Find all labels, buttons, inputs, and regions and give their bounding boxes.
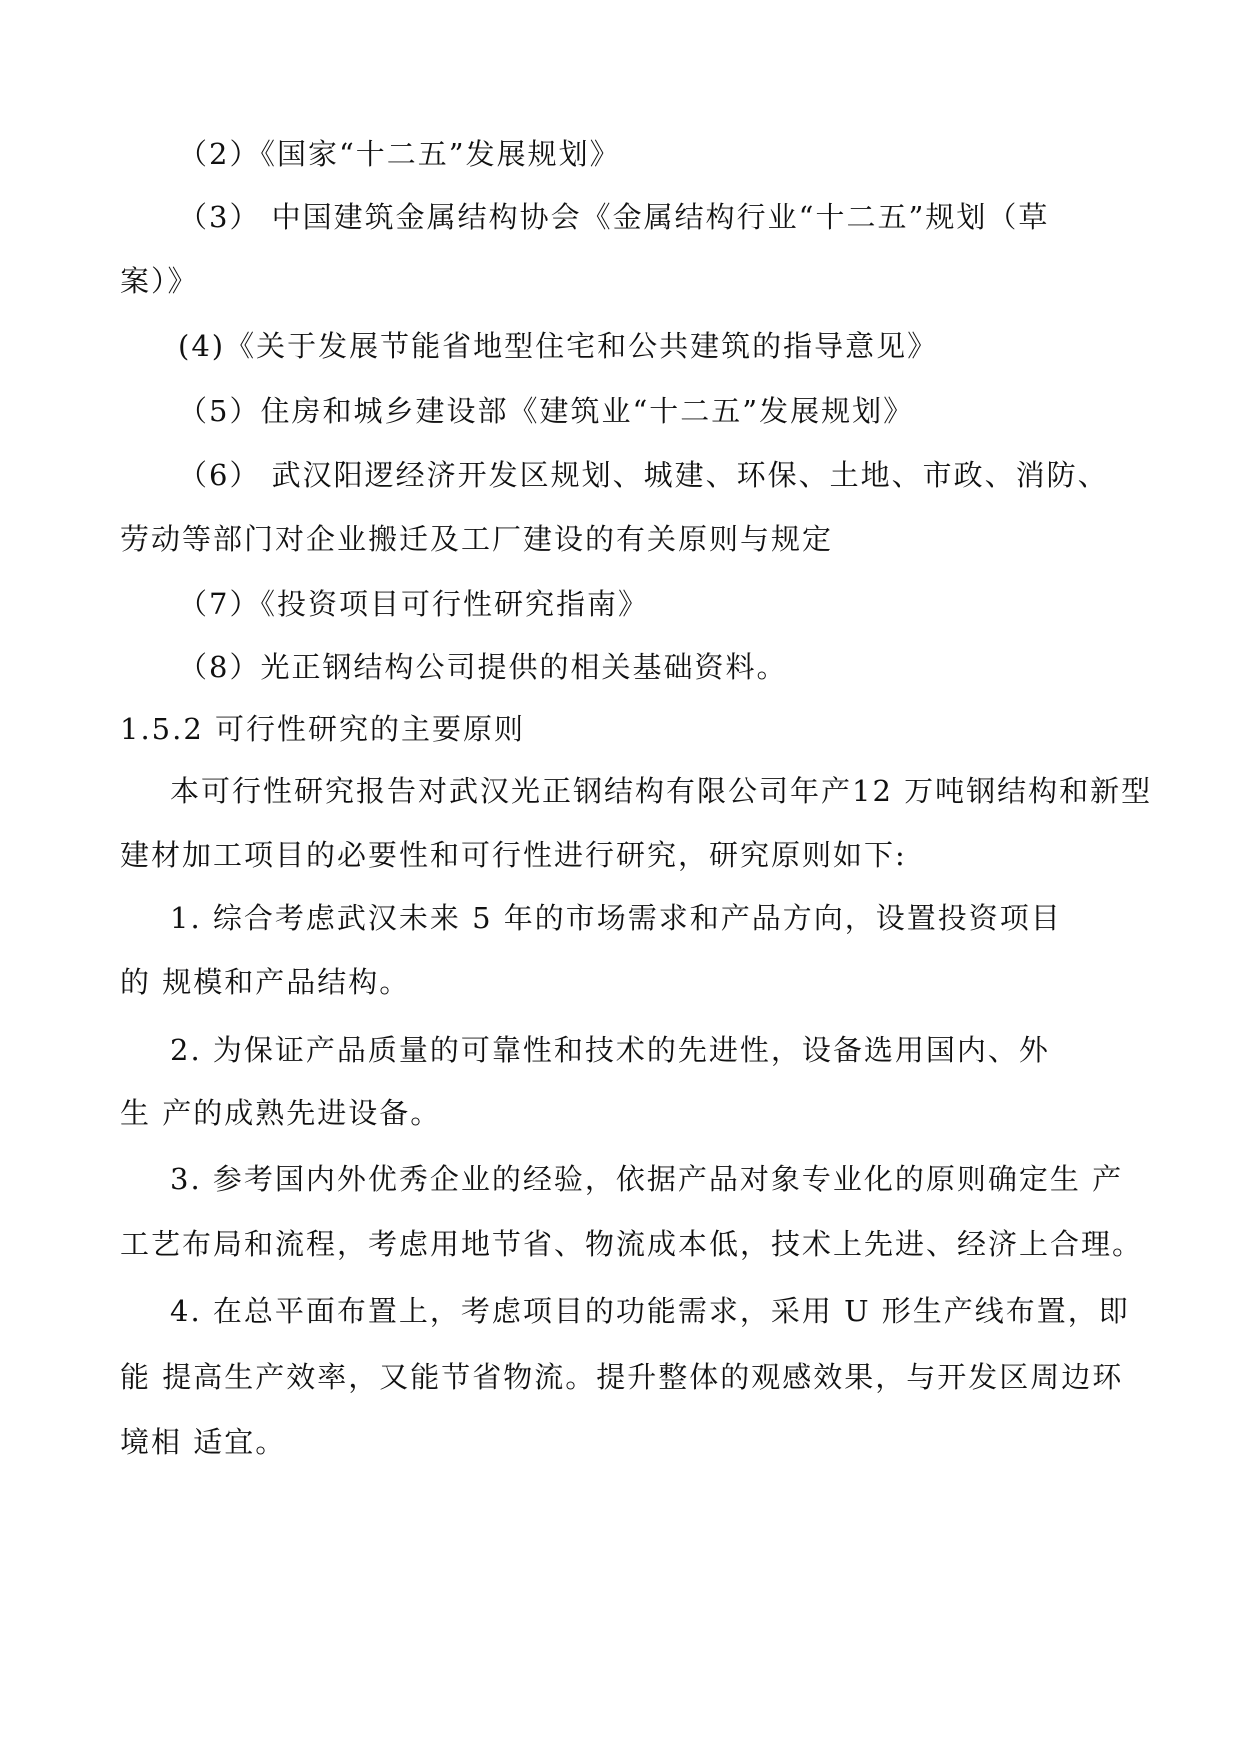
principle-2-line-1: 2. 为保证产品质量的可靠性和技术的先进性，设备选用国内、外	[170, 1033, 1050, 1067]
principle-4-line-1: 4. 在总平面布置上，考虑项目的功能需求，采用 U 形生产线布置，即	[170, 1294, 1130, 1328]
reference-item-7: （7）《投资项目可行性研究指南》	[178, 587, 649, 621]
principle-2-line-2: 生 产的成熟先进设备。	[120, 1096, 442, 1130]
principle-4-line-3: 境相 适宜。	[120, 1425, 287, 1459]
principle-4-line-2: 能 提高生产效率，又能节省物流。提升整体的观感效果，与开发区周边环	[120, 1360, 1124, 1394]
reference-item-4: (4)《关于发展节能省地型住宅和公共建筑的指导意见》	[178, 329, 939, 363]
reference-item-5: （5）住房和城乡建设部《建筑业“十二五”发展规划》	[178, 394, 915, 428]
intro-paragraph-line-2: 建材加工项目的必要性和可行性进行研究，研究原则如下:	[120, 838, 907, 872]
principle-3-line-1: 3. 参考国内外优秀企业的经验，依据产品对象专业化的原则确定生 产	[170, 1162, 1124, 1196]
reference-item-2: （2）《国家“十二五”发展规划》	[178, 137, 621, 171]
reference-item-8: （8）光正钢结构公司提供的相关基础资料。	[178, 650, 788, 684]
reference-item-6: （6） 武汉阳逻经济开发区规划、城建、环保、土地、市政、消防、	[178, 458, 1109, 492]
principle-1-line-2: 的 规模和产品结构。	[120, 965, 411, 999]
reference-item-3-continued: 案）》	[120, 264, 199, 298]
principle-1-line-1: 1. 综合考虑武汉未来 5 年的市场需求和产品方向，设置投资项目	[170, 901, 1062, 935]
intro-paragraph-line-1: 本可行性研究报告对武汉光正钢结构有限公司年产12 万吨钢结构和新型	[170, 774, 1153, 808]
principle-3-line-2: 工艺布局和流程，考虑用地节省、物流成本低，技术上先进、经济上合理。	[120, 1227, 1144, 1261]
section-heading: 1.5.2 可行性研究的主要原则	[120, 712, 526, 746]
reference-item-3: （3） 中国建筑金属结构协会《金属结构行业“十二五”规划（草	[178, 200, 1050, 234]
reference-item-6-continued: 劳动等部门对企业搬迁及工厂建设的有关原则与规定	[120, 522, 834, 556]
